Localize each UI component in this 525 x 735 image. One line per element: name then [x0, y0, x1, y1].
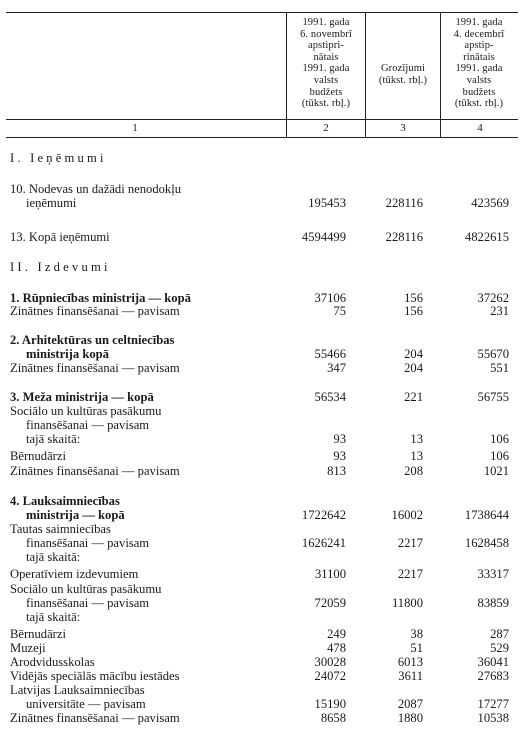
header-col2 — [287, 17, 365, 110]
cell-col3: 204 — [404, 347, 423, 361]
cell-col2: 72059 — [314, 596, 346, 610]
header-col4-line: budžets — [462, 86, 496, 98]
cell-col4: 33317 — [477, 567, 509, 581]
cell-col4: 56755 — [477, 390, 509, 404]
cell-col4: 4822615 — [464, 230, 509, 244]
header-col2-line: (tūkst. rbļ.) — [301, 98, 351, 110]
cell-col4: 423569 — [471, 196, 509, 210]
cell-col4: 27683 — [477, 669, 509, 683]
header-col3-line: Grozījumi — [380, 63, 426, 74]
cell-col3: 51 — [410, 641, 423, 655]
cell-col2: 1722642 — [301, 508, 346, 522]
row-label: I. Ieņēmumi — [10, 151, 107, 165]
row-label: universitāte — pavisam — [26, 697, 146, 711]
row-label: tajā skaitā: — [26, 550, 81, 564]
row-label: Zinātnes finansēšanai — pavisam — [10, 304, 180, 318]
cell-col3: 208 — [404, 464, 423, 478]
header-col2-line: apstipri- — [308, 40, 344, 52]
row-label: finansēšanai — pavisam — [26, 536, 150, 550]
row-label: ministrija kopā — [26, 347, 109, 361]
cell-col3: 6013 — [397, 655, 423, 669]
cell-col2: 478 — [327, 641, 346, 655]
row-label: Zinātnes finansēšanai — pavisam — [10, 361, 180, 375]
row-label: Operatīviem izdevumiem — [10, 567, 139, 581]
cell-col2: 347 — [327, 361, 346, 375]
header-col4-line: (tūkst. rbļ.) — [454, 98, 504, 110]
column-number-1: 1 — [132, 122, 138, 134]
table-top-rule — [6, 12, 518, 13]
row-label: Sociālo un kultūras pasākumu — [10, 582, 162, 596]
cell-col4: 106 — [490, 449, 509, 463]
row-label: ministrija — kopā — [26, 508, 125, 522]
cell-col3: 3611 — [398, 669, 423, 683]
header-col2-line: valsts — [313, 74, 339, 86]
header-col4-line: valsts — [466, 74, 492, 86]
row-label: tajā skaitā: — [26, 610, 81, 624]
cell-col2: 30028 — [314, 655, 346, 669]
cell-col2: 31100 — [314, 567, 346, 581]
row-label: Arodvidusskolas — [10, 655, 95, 669]
cell-col4: 1628458 — [464, 536, 509, 550]
cell-col3: 38 — [410, 627, 423, 641]
cell-col4: 231 — [490, 304, 509, 318]
row-label: ieņēmumi — [26, 196, 77, 210]
cell-col2: 15190 — [314, 697, 346, 711]
row-label: finansēšanai — pavisam — [26, 418, 150, 432]
header-col2-line: 6. novembrī — [300, 28, 352, 40]
cell-col2: 93 — [333, 432, 346, 446]
cell-col2: 249 — [327, 627, 346, 641]
header-col4-line: rinātais — [463, 51, 495, 63]
cell-col2: 4594499 — [301, 230, 346, 244]
cell-col3: 156 — [404, 304, 423, 318]
cell-col2: 55466 — [314, 347, 346, 361]
row-label: tajā skaitā: — [26, 432, 81, 446]
header-col2-line: 1991. gada — [302, 63, 350, 75]
row-label: II. Izdevumi — [10, 260, 111, 274]
row-label: 3. Meža ministrija — kopā — [10, 390, 154, 404]
colnum-bottom-rule — [6, 137, 518, 138]
cell-col4: 529 — [490, 641, 509, 655]
cell-col2: 1626241 — [301, 536, 346, 550]
cell-col4: 55670 — [477, 347, 509, 361]
cell-col2: 813 — [327, 464, 346, 478]
cell-col3: 221 — [404, 390, 423, 404]
row-label: Sociālo un kultūras pasākumu — [10, 404, 162, 418]
cell-col2: 37106 — [314, 291, 346, 305]
cell-col3: 16002 — [391, 508, 423, 522]
row-label: Vidējās speciālās mācību iestādes — [10, 669, 180, 683]
row-label: 10. Nodevas un dažādi nenodokļu — [10, 182, 182, 196]
cell-col4: 10538 — [477, 711, 509, 725]
row-label: Zinātnes finansēšanai — pavisam — [10, 464, 180, 478]
cell-col4: 1738644 — [464, 508, 509, 522]
header-bottom-rule — [6, 119, 518, 120]
cell-col3: 2217 — [397, 536, 423, 550]
cell-col3: 2087 — [397, 697, 423, 711]
row-label: Zinātnes finansēšanai — pavisam — [10, 711, 180, 725]
cell-col2: 56534 — [314, 390, 346, 404]
cell-col2: 8658 — [320, 711, 346, 725]
cell-col2: 195453 — [308, 196, 346, 210]
cell-col4: 83859 — [477, 596, 509, 610]
header-col3-line: (tūkst. rbļ.) — [378, 74, 428, 86]
cell-col3: 204 — [404, 361, 423, 375]
column-number-4: 4 — [477, 122, 483, 134]
row-label: Muzeji — [10, 641, 46, 655]
column-number-2: 2 — [323, 122, 329, 134]
row-label: Tautas saimniecības — [10, 522, 111, 536]
cell-col3: 156 — [404, 291, 423, 305]
cell-col3: 13 — [410, 449, 423, 463]
cell-col3: 2217 — [397, 567, 423, 581]
cell-col3: 1880 — [397, 711, 423, 725]
cell-col2: 93 — [333, 449, 346, 463]
header-col4-line: 4. decembrī — [453, 28, 505, 40]
cell-col3: 11800 — [391, 596, 423, 610]
header-col2-line: 1991. gada — [302, 17, 350, 28]
header-col2-line: budžets — [309, 86, 343, 98]
header-col3 — [366, 63, 440, 86]
row-label: 2. Arhitektūras un celtniecības — [10, 333, 175, 347]
header-col4-line: apstip- — [464, 40, 494, 52]
cell-col4: 1021 — [483, 464, 509, 478]
row-label: Latvijas Lauksaimniecības — [10, 683, 145, 697]
row-label: Bērnudārzi — [10, 627, 66, 641]
cell-col4: 37262 — [477, 291, 509, 305]
header-col4-line: 1991. gada — [455, 17, 503, 28]
cell-col4: 17277 — [477, 697, 509, 711]
header-col4 — [441, 17, 517, 110]
column-number-3: 3 — [400, 122, 406, 134]
cell-col3: 228116 — [385, 196, 423, 210]
cell-col2: 24072 — [314, 669, 346, 683]
cell-col4: 36041 — [477, 655, 509, 669]
row-label: Bērnudārzi — [10, 449, 66, 463]
cell-col3: 13 — [410, 432, 423, 446]
row-label: 1. Rūpniecības ministrija — kopā — [10, 291, 191, 305]
cell-col4: 106 — [490, 432, 509, 446]
cell-col3: 228116 — [385, 230, 423, 244]
cell-col4: 287 — [490, 627, 509, 641]
row-label: 4. Lauksaimniecības — [10, 494, 120, 508]
header-col4-line: 1991. gada — [455, 63, 503, 75]
header-col2-line: nātais — [313, 51, 339, 63]
cell-col2: 75 — [333, 304, 346, 318]
cell-col4: 551 — [490, 361, 509, 375]
row-label: 13. Kopā ieņēmumi — [10, 230, 110, 244]
row-label: finansēšanai — pavisam — [26, 596, 150, 610]
